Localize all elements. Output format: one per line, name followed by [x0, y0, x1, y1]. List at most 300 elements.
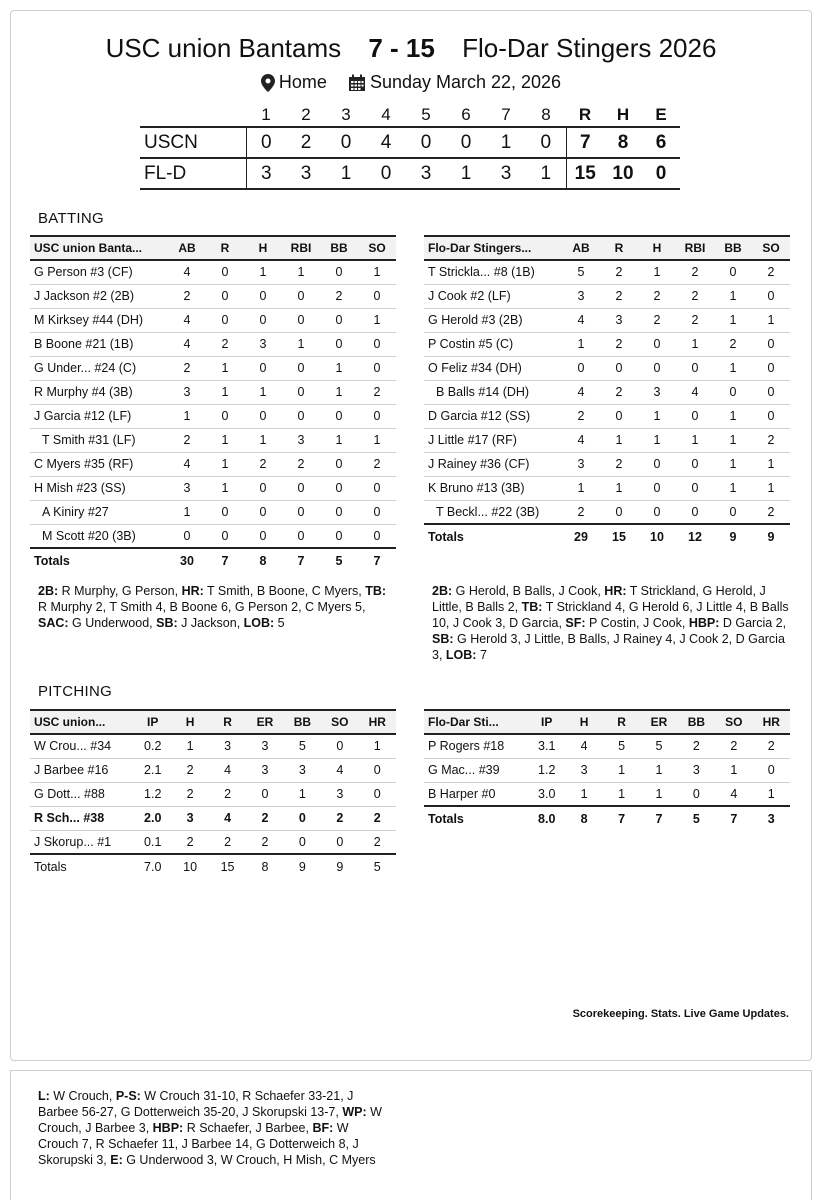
- stat-value: 3: [246, 734, 283, 758]
- stat-value: 0: [206, 404, 244, 428]
- team-column-header: Flo-Dar Sti...: [424, 710, 528, 734]
- away-pitching-table: [424, 709, 790, 830]
- note-text: T Smith, B Boone, C Myers,: [203, 584, 366, 598]
- stat-value: 1: [206, 380, 244, 404]
- totals-label: Totals: [424, 524, 562, 548]
- totals-value: 10: [638, 524, 676, 548]
- player-name: J Jackson #2 (2B): [30, 284, 168, 308]
- stat-value: 2: [752, 428, 790, 452]
- stat-value: 2: [562, 404, 600, 428]
- inning-score: 1: [526, 158, 566, 189]
- totals-value: 9: [321, 854, 358, 878]
- stat-value: 5: [640, 734, 677, 758]
- totals-value: 7: [715, 806, 752, 830]
- stat-value: 2: [600, 452, 638, 476]
- inning-header: 5: [421, 104, 431, 124]
- stat-value: 2: [676, 308, 714, 332]
- totals-row: [30, 548, 396, 572]
- player-name: T Smith #31 (LF): [30, 428, 168, 452]
- stat-value: 2: [282, 452, 320, 476]
- stat-value: 0: [638, 332, 676, 356]
- stat-value: 0: [714, 500, 752, 524]
- stat-value: 0: [282, 308, 320, 332]
- stat-value: 0: [244, 476, 282, 500]
- stat-value: 1: [282, 260, 320, 284]
- totals-label: Totals: [424, 806, 528, 830]
- stat-value: 0: [752, 356, 790, 380]
- stat-value: 2: [562, 500, 600, 524]
- date: [348, 72, 561, 93]
- totals-value: 8.0: [528, 806, 565, 830]
- stat-value: 3: [209, 734, 246, 758]
- stat-value: 2: [358, 380, 396, 404]
- table-row: [30, 428, 396, 452]
- stat-value: 2: [752, 260, 790, 284]
- note-label: LOB:: [445, 648, 477, 662]
- stat-value: 0: [244, 284, 282, 308]
- stat-value: 0: [753, 758, 790, 782]
- table-row: [424, 260, 790, 284]
- stat-value: 2: [171, 830, 208, 854]
- inning-score: 3: [486, 158, 526, 189]
- stat-value: 0: [638, 452, 676, 476]
- stat-value: 1: [715, 758, 752, 782]
- linescore-header: [140, 103, 680, 127]
- stat-value: 0: [359, 782, 396, 806]
- note-text: G Herold, B Balls, J Cook,: [452, 584, 605, 598]
- stat-value: 1: [562, 332, 600, 356]
- stat-column-header: R: [206, 236, 244, 260]
- inning-score: 0: [446, 127, 486, 158]
- player-name: M Kirksey #44 (DH): [30, 308, 168, 332]
- stat-value: 1: [206, 476, 244, 500]
- note-text: W Crouch 31-10, R Schaefer 33-21, J Barbee 56-27, G Dotterweich 35-20, J Skorupski 13-7,: [38, 1089, 354, 1119]
- stat-value: 0.2: [134, 734, 171, 758]
- stat-value: 1: [714, 476, 752, 500]
- stat-value: 2: [206, 332, 244, 356]
- stat-value: 0: [244, 308, 282, 332]
- stat-value: 1: [206, 428, 244, 452]
- stat-column-header: H: [244, 236, 282, 260]
- stat-value: 2: [752, 500, 790, 524]
- stat-value: 0: [358, 332, 396, 356]
- player-name: B Boone #21 (1B): [30, 332, 168, 356]
- player-name: A Kiniry #27: [30, 500, 168, 524]
- team-column-header: Flo-Dar Stingers...: [424, 236, 562, 260]
- totals-value: 3: [753, 806, 790, 830]
- totals-value: 10: [171, 854, 208, 878]
- player-name: G Person #3 (CF): [30, 260, 168, 284]
- totals-value: 8: [565, 806, 602, 830]
- inning-score: 0: [406, 127, 446, 158]
- note-label: TB:: [365, 584, 387, 598]
- stat-column-header: HR: [359, 710, 396, 734]
- note-label: HBP:: [688, 616, 720, 630]
- note-label: E:: [110, 1153, 123, 1167]
- table-row: [424, 404, 790, 428]
- stat-value: 2: [168, 284, 206, 308]
- stat-value: 2: [358, 452, 396, 476]
- note-text: T Strickland 4, G Herold 6, J Little 4, B Balls 10, J Cook 3, D Garcia,: [432, 600, 789, 630]
- note-label: 2B:: [432, 584, 453, 598]
- table-header: [30, 710, 396, 734]
- away-batting-table: [424, 235, 790, 548]
- stat-value: 1: [603, 782, 640, 806]
- stat-value: 4: [562, 380, 600, 404]
- stat-value: 1: [244, 380, 282, 404]
- stat-column-header: ER: [640, 710, 677, 734]
- table-row: [424, 380, 790, 404]
- stat-value: 0: [244, 500, 282, 524]
- stat-value: 2: [600, 284, 638, 308]
- stat-value: 2: [320, 284, 358, 308]
- player-name: J Little #17 (RF): [424, 428, 562, 452]
- totals-value: 7: [282, 548, 320, 572]
- player-name: K Bruno #13 (3B): [424, 476, 562, 500]
- stat-value: 1: [640, 782, 677, 806]
- stat-value: 0: [714, 260, 752, 284]
- stat-value: 1: [358, 308, 396, 332]
- location-text: Home: [278, 72, 327, 92]
- stat-value: 0: [282, 476, 320, 500]
- stat-value: 0: [321, 734, 358, 758]
- stat-column-header: H: [565, 710, 602, 734]
- table-row: [30, 260, 396, 284]
- stat-value: 1: [603, 758, 640, 782]
- stat-value: 0: [246, 782, 283, 806]
- stat-value: 0: [282, 524, 320, 548]
- totals-value: 8: [246, 854, 283, 878]
- stat-value: 0: [320, 332, 358, 356]
- stat-column-header: R: [209, 710, 246, 734]
- home-batting-table: [30, 235, 396, 572]
- note-label: SB:: [432, 632, 454, 646]
- stat-value: 0: [244, 404, 282, 428]
- table-header: [424, 710, 790, 734]
- inning-score: 0: [526, 127, 566, 158]
- stat-value: 4: [168, 308, 206, 332]
- player-name: T Strickla... #8 (1B): [424, 260, 562, 284]
- stat-value: 3: [600, 308, 638, 332]
- stat-value: 1: [714, 428, 752, 452]
- note-text: 5: [274, 616, 285, 630]
- away-team-name: Flo-Dar Stingers 2026: [462, 33, 717, 63]
- table-row: [30, 806, 396, 830]
- stat-value: 4: [209, 758, 246, 782]
- note-label: SAC:: [38, 616, 69, 630]
- stat-value: 1.2: [134, 782, 171, 806]
- player-name: R Murphy #4 (3B): [30, 380, 168, 404]
- stat-column-header: SO: [752, 236, 790, 260]
- stat-column-header: BB: [320, 236, 358, 260]
- totals-value: 7: [358, 548, 396, 572]
- stat-value: 2: [244, 452, 282, 476]
- table-row: [424, 782, 790, 806]
- note-label: 2B:: [38, 584, 59, 598]
- stat-value: 1: [168, 500, 206, 524]
- stat-value: 0: [358, 284, 396, 308]
- player-name: J Skorup... #1: [30, 830, 134, 854]
- player-name: G Under... #24 (C): [30, 356, 168, 380]
- stat-column-header: IP: [134, 710, 171, 734]
- pitching-notes: [38, 1088, 390, 1168]
- team-column-header: USC union Banta...: [30, 236, 168, 260]
- stat-value: 0: [320, 476, 358, 500]
- note-text: 7: [476, 648, 487, 662]
- stat-value: 5: [284, 734, 321, 758]
- stat-value: 2: [209, 782, 246, 806]
- linescore-table: [140, 103, 680, 190]
- stat-value: 1: [320, 428, 358, 452]
- stat-value: 2: [209, 830, 246, 854]
- player-name: R Sch... #38: [30, 806, 134, 830]
- stat-value: 0: [320, 308, 358, 332]
- stat-value: 0: [320, 404, 358, 428]
- stat-value: 1: [320, 380, 358, 404]
- location: [261, 72, 327, 93]
- stat-value: 1: [638, 260, 676, 284]
- game-meta: [0, 72, 822, 97]
- home-team-name: USC union Bantams: [105, 33, 342, 63]
- stat-value: 2: [600, 380, 638, 404]
- stat-value: 0: [320, 524, 358, 548]
- stat-value: 2: [714, 332, 752, 356]
- home-batting-notes: [38, 583, 396, 631]
- stat-column-header: H: [171, 710, 208, 734]
- table-row: [424, 476, 790, 500]
- player-name: J Barbee #16: [30, 758, 134, 782]
- stat-value: 1: [244, 260, 282, 284]
- inning-score: 3: [406, 158, 446, 189]
- stat-value: 1: [676, 428, 714, 452]
- stat-value: 0: [562, 356, 600, 380]
- stat-value: 2: [246, 806, 283, 830]
- stat-value: 0: [320, 500, 358, 524]
- note-text: G Herold 3, J Little, B Balls, J Rainey 4, J Cook 2, D Garcia 3,: [432, 632, 785, 662]
- player-name: H Mish #23 (SS): [30, 476, 168, 500]
- note-label: HBP:: [152, 1121, 184, 1135]
- note-text: G Underwood,: [68, 616, 157, 630]
- stat-value: 3: [282, 428, 320, 452]
- table-row: [424, 452, 790, 476]
- stat-value: 1: [358, 260, 396, 284]
- stat-value: 1: [168, 404, 206, 428]
- stat-value: 1.2: [528, 758, 565, 782]
- hits-total: 10: [604, 158, 642, 189]
- totals-value: 7.0: [134, 854, 171, 878]
- player-name: J Cook #2 (LF): [424, 284, 562, 308]
- runs-total: 7: [566, 127, 604, 158]
- away-batting-notes: [432, 583, 792, 663]
- stat-value: 1: [638, 428, 676, 452]
- team-column-header: USC union...: [30, 710, 134, 734]
- totals-value: 7: [640, 806, 677, 830]
- table-row: [30, 308, 396, 332]
- stat-value: 4: [321, 758, 358, 782]
- totals-value: 5: [678, 806, 715, 830]
- stat-value: 3: [562, 452, 600, 476]
- stat-value: 3: [284, 758, 321, 782]
- stat-value: 2: [168, 428, 206, 452]
- table-row: [424, 428, 790, 452]
- table-row: [30, 452, 396, 476]
- totals-label: Totals: [30, 548, 168, 572]
- stat-value: 2: [321, 806, 358, 830]
- stat-value: 4: [676, 380, 714, 404]
- totals-value: 5: [359, 854, 396, 878]
- stat-value: 2: [676, 284, 714, 308]
- stat-value: 0: [676, 500, 714, 524]
- stat-value: 3: [168, 476, 206, 500]
- player-name: W Crou... #34: [30, 734, 134, 758]
- stat-column-header: SO: [321, 710, 358, 734]
- table-row: [424, 734, 790, 758]
- stat-value: 3: [321, 782, 358, 806]
- stat-value: 2.0: [134, 806, 171, 830]
- stat-value: 4: [565, 734, 602, 758]
- note-text: P Costin, J Cook,: [585, 616, 689, 630]
- note-text: G Underwood 3, W Crouch, H Mish, C Myers: [122, 1153, 376, 1167]
- note-text: R Murphy 2, T Smith 4, B Boone 6, G Person 2, C Myers 5,: [38, 600, 366, 614]
- stat-value: 0: [638, 500, 676, 524]
- note-label: HR:: [604, 584, 627, 598]
- inning-header: 6: [461, 104, 471, 124]
- table-row: [30, 758, 396, 782]
- note-label: WP:: [342, 1105, 367, 1119]
- stat-value: 1: [752, 476, 790, 500]
- player-name: B Balls #14 (DH): [424, 380, 562, 404]
- table-row: [424, 308, 790, 332]
- table-header: [30, 236, 396, 260]
- note-label: LOB:: [243, 616, 275, 630]
- table-row: [424, 332, 790, 356]
- player-name: G Herold #3 (2B): [424, 308, 562, 332]
- stat-column-header: BB: [714, 236, 752, 260]
- stat-value: 0: [752, 332, 790, 356]
- player-name: J Garcia #12 (LF): [30, 404, 168, 428]
- stat-value: 0: [752, 404, 790, 428]
- stat-value: 0: [752, 380, 790, 404]
- map-pin-icon: [261, 74, 275, 92]
- stat-value: 0: [320, 452, 358, 476]
- table-row: [424, 758, 790, 782]
- inning-score: 0: [246, 127, 286, 158]
- stat-value: 4: [562, 428, 600, 452]
- note-label: L:: [38, 1089, 50, 1103]
- stat-value: 4: [168, 332, 206, 356]
- table-row: [30, 524, 396, 548]
- stat-value: 1: [640, 758, 677, 782]
- pitching-section-title: PITCHING: [38, 683, 113, 700]
- final-score: 7 - 15: [368, 33, 435, 63]
- stat-value: 5: [603, 734, 640, 758]
- stat-value: 4: [168, 452, 206, 476]
- inning-score: 3: [286, 158, 326, 189]
- stat-value: 1: [282, 332, 320, 356]
- table-row: [30, 404, 396, 428]
- totals-value: 7: [206, 548, 244, 572]
- table-row: [424, 500, 790, 524]
- hits-total: 8: [604, 127, 642, 158]
- table-row: [30, 500, 396, 524]
- stat-value: 2.1: [134, 758, 171, 782]
- stat-value: 0: [676, 404, 714, 428]
- inning-header: 1: [261, 104, 271, 124]
- totals-value: 29: [562, 524, 600, 548]
- inning-score: 4: [366, 127, 406, 158]
- table-row: [424, 284, 790, 308]
- stat-value: 0: [359, 758, 396, 782]
- stat-value: 3: [168, 380, 206, 404]
- player-name: J Rainey #36 (CF): [424, 452, 562, 476]
- stat-value: 0: [282, 284, 320, 308]
- stat-value: 0: [600, 404, 638, 428]
- totals-value: 15: [209, 854, 246, 878]
- totals-value: 30: [168, 548, 206, 572]
- stat-value: 1: [714, 404, 752, 428]
- stat-value: 0: [358, 356, 396, 380]
- calendar-icon: [348, 74, 366, 92]
- stat-value: 3: [171, 806, 208, 830]
- stat-value: 2: [600, 260, 638, 284]
- stat-value: 1: [358, 428, 396, 452]
- stat-column-header: R: [600, 236, 638, 260]
- stat-value: 1: [320, 356, 358, 380]
- stat-value: 1: [600, 476, 638, 500]
- table-row: [30, 380, 396, 404]
- inning-score: 1: [486, 127, 526, 158]
- totals-value: 15: [600, 524, 638, 548]
- linescore-team: USCN: [140, 127, 246, 158]
- stat-value: 1: [714, 452, 752, 476]
- stat-value: 0: [676, 356, 714, 380]
- stat-value: 0: [206, 308, 244, 332]
- player-name: D Garcia #12 (SS): [424, 404, 562, 428]
- player-name: G Mac... #39: [424, 758, 528, 782]
- inning-score: 0: [366, 158, 406, 189]
- totals-value: 9: [752, 524, 790, 548]
- note-text: W Crouch, J Barbee 3,: [38, 1105, 382, 1135]
- note-text: T Strickland, G Herold, J Little, B Balls 2,: [432, 584, 766, 614]
- stat-value: 0: [676, 452, 714, 476]
- stat-value: 2: [753, 734, 790, 758]
- inning-score: 3: [246, 158, 286, 189]
- stat-value: 0: [676, 476, 714, 500]
- stat-value: 2: [638, 308, 676, 332]
- totals-value: 8: [244, 548, 282, 572]
- stat-value: 1: [562, 476, 600, 500]
- note-text: D Garcia 2,: [719, 616, 787, 630]
- stat-value: 4: [562, 308, 600, 332]
- note-label: P-S:: [115, 1089, 141, 1103]
- stat-column-header: BB: [678, 710, 715, 734]
- note-label: HR:: [181, 584, 204, 598]
- stat-value: 2: [638, 284, 676, 308]
- stat-value: 0: [244, 524, 282, 548]
- player-name: O Feliz #34 (DH): [424, 356, 562, 380]
- stat-value: 0: [168, 524, 206, 548]
- note-label: SF:: [565, 616, 586, 630]
- linescore-row: [140, 127, 680, 158]
- table-row: [424, 356, 790, 380]
- totals-value: 9: [714, 524, 752, 548]
- totals-row: [30, 854, 396, 878]
- stat-value: 1: [753, 782, 790, 806]
- stat-value: 1: [676, 332, 714, 356]
- stat-value: 1: [206, 452, 244, 476]
- stat-value: 0: [638, 476, 676, 500]
- stat-value: 0: [206, 260, 244, 284]
